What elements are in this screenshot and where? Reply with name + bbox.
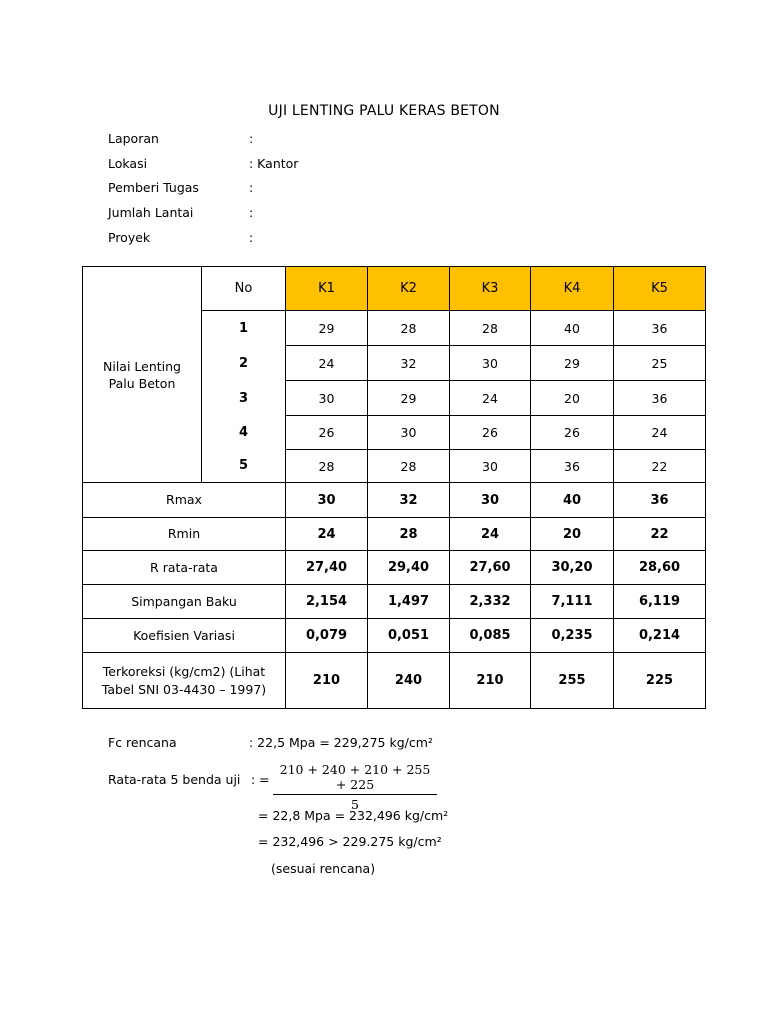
table-cell: 36 bbox=[614, 381, 706, 416]
table-cell: 28 bbox=[286, 450, 368, 483]
summary-row-koefisien-variasi bbox=[83, 619, 706, 653]
summary-row-rmin bbox=[83, 518, 706, 551]
reading-number: 3 bbox=[202, 381, 286, 416]
table-cell: 36 bbox=[614, 311, 706, 346]
summary-row-rmax bbox=[83, 483, 706, 518]
table-cell: 40 bbox=[531, 311, 614, 346]
summary-label: R rata-rata bbox=[83, 551, 286, 585]
document-title: UJI LENTING PALU KERAS BETON bbox=[268, 103, 500, 119]
table-cell: 27,40 bbox=[286, 551, 368, 585]
table-cell: 0,079 bbox=[286, 619, 368, 653]
table-cell: 24 bbox=[450, 381, 531, 416]
summary-label: Koefisien Variasi bbox=[83, 619, 286, 653]
table-cell: 24 bbox=[450, 518, 531, 551]
rebound-hammer-table bbox=[82, 266, 706, 709]
table-cell: 24 bbox=[286, 346, 368, 381]
fc-value: : 22,5 Mpa = 229,275 kg/cm² bbox=[249, 735, 433, 750]
summary-row-r-rata-rata bbox=[83, 551, 706, 585]
table-cell: 30 bbox=[450, 483, 531, 518]
table-cell: 22 bbox=[614, 518, 706, 551]
info-value: : bbox=[249, 180, 254, 195]
table-cell: 36 bbox=[531, 450, 614, 483]
table-cell: 0,214 bbox=[614, 619, 706, 653]
column-header-k3: K3 bbox=[450, 267, 531, 311]
table-cell: 25 bbox=[614, 346, 706, 381]
table-cell: 2,332 bbox=[450, 585, 531, 619]
reading-number: 1 bbox=[202, 311, 286, 346]
table-cell: 30 bbox=[286, 381, 368, 416]
table-cell: 210 bbox=[450, 653, 531, 709]
info-value: : bbox=[249, 230, 254, 245]
reading-number: 2 bbox=[202, 346, 286, 381]
table-cell: 29 bbox=[286, 311, 368, 346]
table-cell: 30 bbox=[368, 416, 450, 450]
result-line-1: = 22,8 Mpa = 232,496 kg/cm² bbox=[258, 808, 449, 823]
column-header-k4: K4 bbox=[531, 267, 614, 311]
table-cell: 36 bbox=[614, 483, 706, 518]
header-row bbox=[83, 267, 706, 311]
table-cell: 26 bbox=[531, 416, 614, 450]
table-cell: 29 bbox=[531, 346, 614, 381]
column-header-k5: K5 bbox=[614, 267, 706, 311]
info-label: Proyek bbox=[108, 230, 151, 245]
table-cell: 240 bbox=[368, 653, 450, 709]
column-header-k2: K2 bbox=[368, 267, 450, 311]
average-equals: : = bbox=[251, 772, 270, 787]
table-cell: 210 bbox=[286, 653, 368, 709]
table-cell: 1,497 bbox=[368, 585, 450, 619]
result-note: (sesuai rencana) bbox=[271, 861, 376, 876]
table-cell: 40 bbox=[531, 483, 614, 518]
summary-row-simpangan-baku bbox=[83, 585, 706, 619]
table-cell: 27,60 bbox=[450, 551, 531, 585]
fc-label: Fc rencana bbox=[108, 735, 177, 750]
summary-row-terkoreksi bbox=[83, 653, 706, 709]
table-cell: 6,119 bbox=[614, 585, 706, 619]
fraction-numerator: 210 + 240 + 210 + 255 + 225 bbox=[273, 762, 437, 795]
table-cell: 22 bbox=[614, 450, 706, 483]
table-cell: 30 bbox=[450, 450, 531, 483]
summary-label: Rmin bbox=[83, 518, 286, 551]
info-label: Laporan bbox=[108, 131, 159, 146]
average-label: Rata-rata 5 benda uji bbox=[108, 772, 241, 787]
summary-label: Terkoreksi (kg/cm2) (Lihat Tabel SNI 03-4430 – 1997) bbox=[83, 653, 286, 709]
info-value: : bbox=[249, 205, 254, 220]
info-value: : Kantor bbox=[249, 156, 299, 171]
summary-label: Rmax bbox=[83, 483, 286, 518]
table-cell: 28 bbox=[368, 518, 450, 551]
table-cell: 7,111 bbox=[531, 585, 614, 619]
info-label: Jumlah Lantai bbox=[108, 205, 194, 220]
no-header: No bbox=[202, 267, 286, 311]
table-cell: 24 bbox=[286, 518, 368, 551]
column-header-k1: K1 bbox=[286, 267, 368, 311]
table-cell: 26 bbox=[286, 416, 368, 450]
table-cell: 29,40 bbox=[368, 551, 450, 585]
average-fraction bbox=[273, 762, 437, 812]
table-cell: 30 bbox=[450, 346, 531, 381]
table-cell: 30,20 bbox=[531, 551, 614, 585]
info-value: : bbox=[249, 131, 254, 146]
table-cell: 26 bbox=[450, 416, 531, 450]
table-cell: 0,235 bbox=[531, 619, 614, 653]
table-cell: 29 bbox=[368, 381, 450, 416]
table-cell: 0,051 bbox=[368, 619, 450, 653]
table-cell: 225 bbox=[614, 653, 706, 709]
table-cell: 30 bbox=[286, 483, 368, 518]
table-cell: 20 bbox=[531, 518, 614, 551]
table-cell: 32 bbox=[368, 483, 450, 518]
table-cell: 255 bbox=[531, 653, 614, 709]
table-cell: 20 bbox=[531, 381, 614, 416]
table-cell: 28 bbox=[368, 450, 450, 483]
table-cell: 28,60 bbox=[614, 551, 706, 585]
table-cell: 0,085 bbox=[450, 619, 531, 653]
table-cell: 32 bbox=[368, 346, 450, 381]
reading-number: 4 bbox=[202, 416, 286, 450]
reading-number: 5 bbox=[202, 450, 286, 483]
row-header-cell: Nilai Lenting Palu Beton bbox=[83, 267, 202, 483]
table-cell: 28 bbox=[450, 311, 531, 346]
table-cell: 24 bbox=[614, 416, 706, 450]
summary-label: Simpangan Baku bbox=[83, 585, 286, 619]
fraction-denominator: 5 bbox=[351, 797, 359, 812]
result-line-2: = 232,496 > 229.275 kg/cm² bbox=[258, 834, 442, 849]
info-label: Lokasi bbox=[108, 156, 148, 171]
table-cell: 28 bbox=[368, 311, 450, 346]
info-label: Pemberi Tugas bbox=[108, 180, 199, 195]
table-cell: 2,154 bbox=[286, 585, 368, 619]
